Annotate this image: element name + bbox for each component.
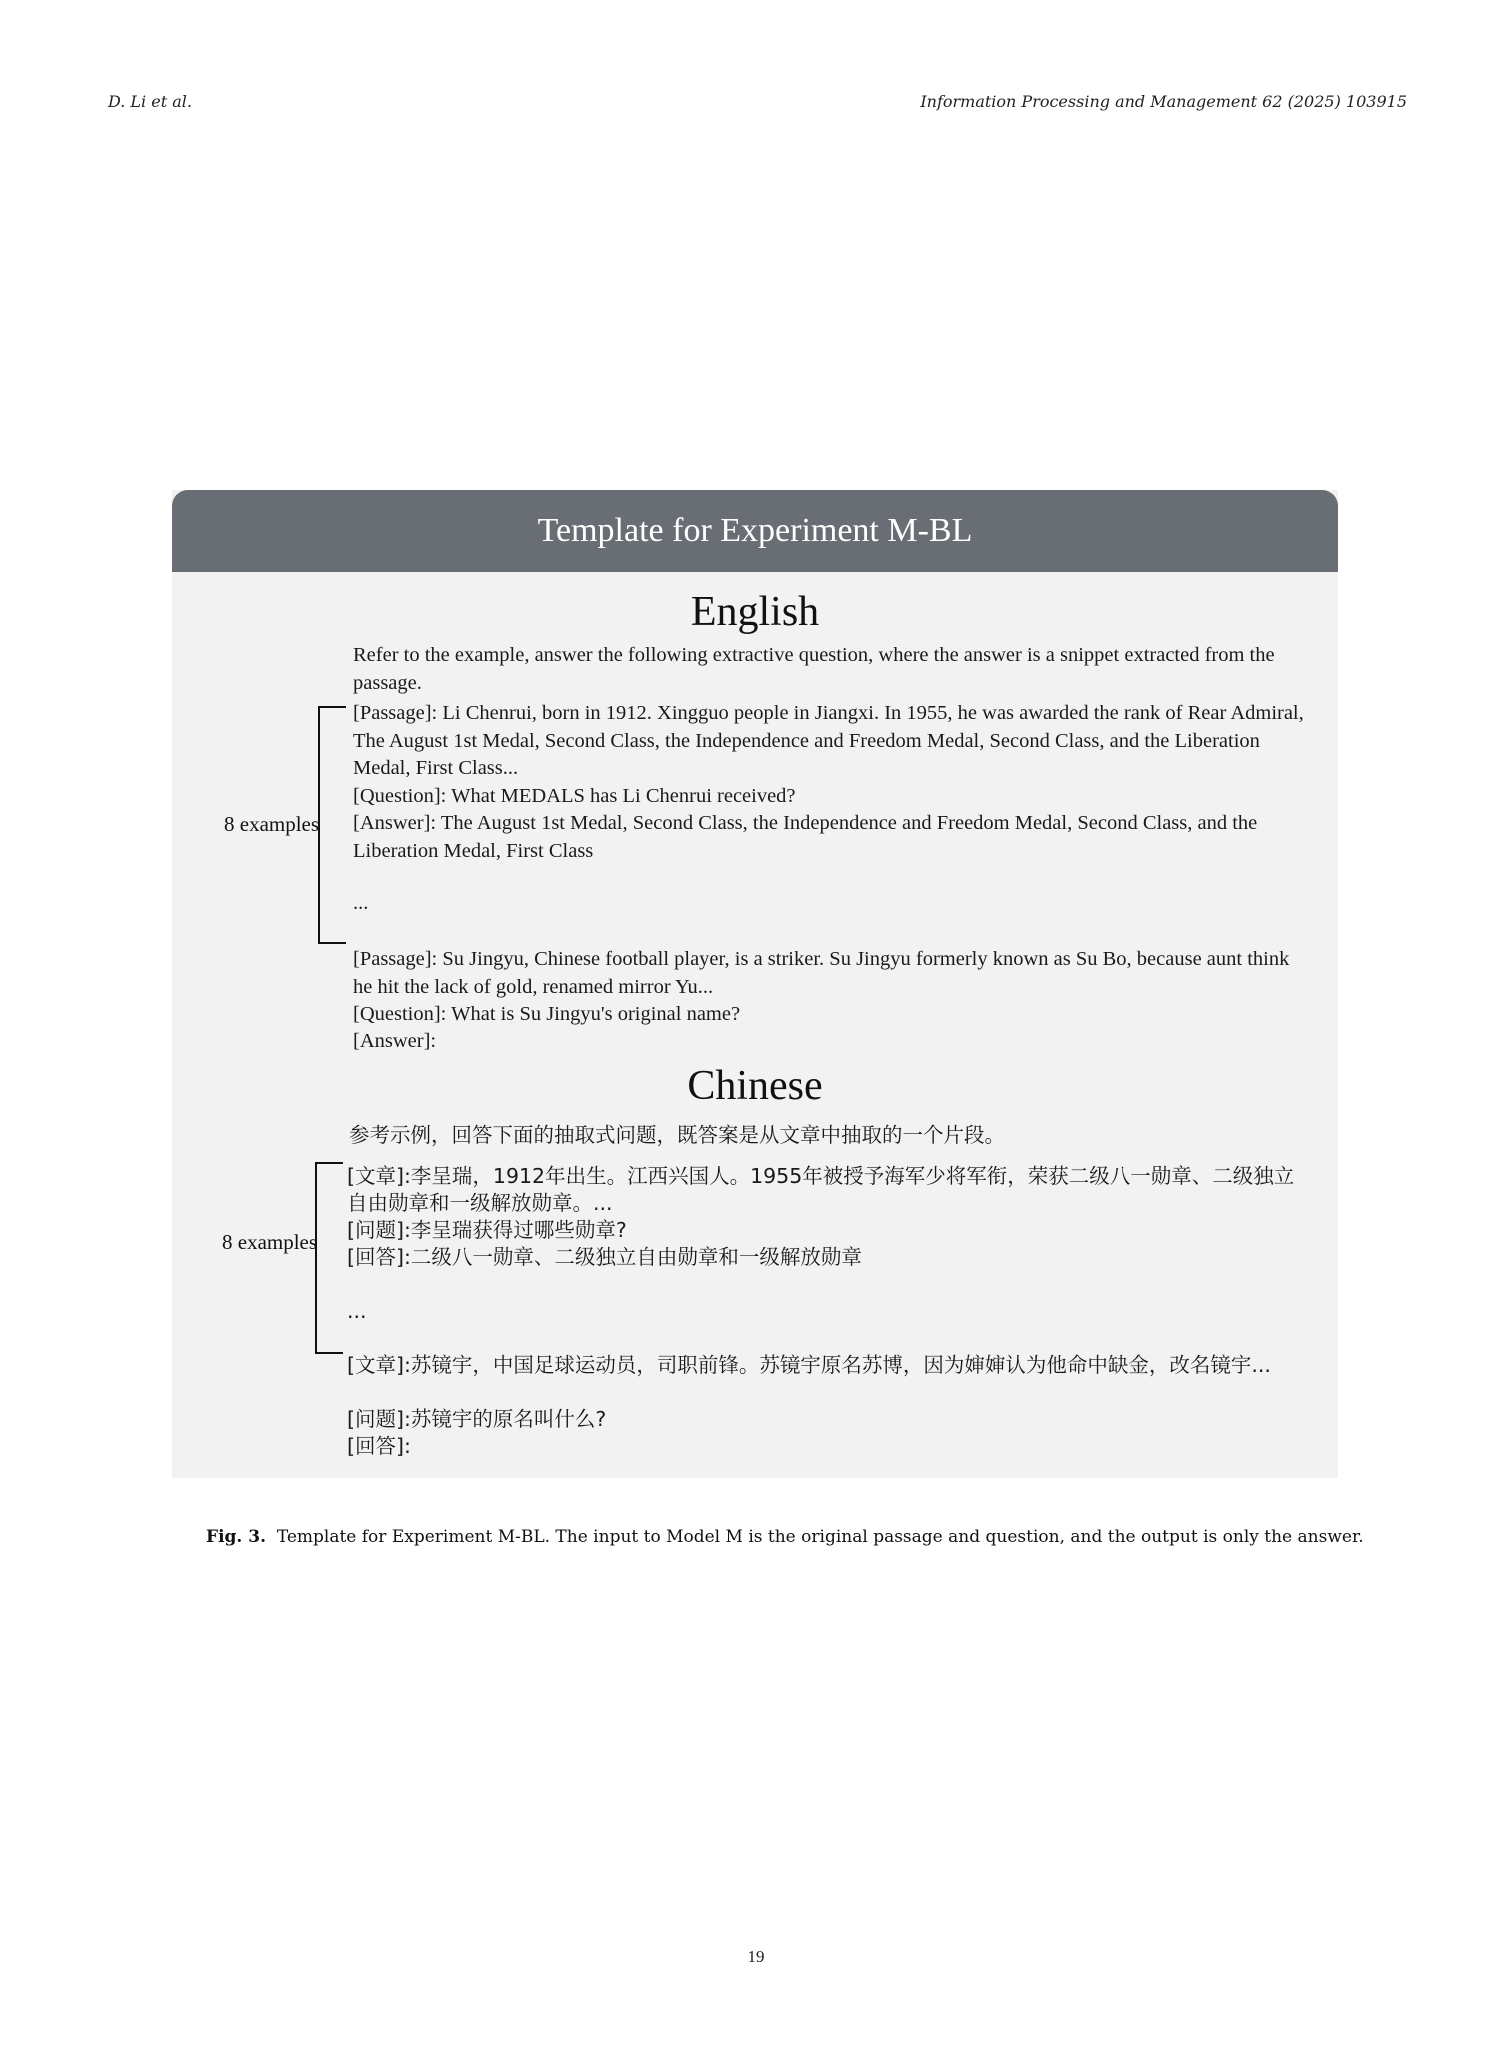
english-example-answer: [Answer]: The August 1st Medal, Second Class, the Independence and Freedom Medal, Second Class, and the Liberation Medal, First Class: [353, 812, 1258, 862]
english-example-question: [Question]: What MEDALS has Li Chenrui received?: [353, 785, 796, 807]
chinese-bracket-bottom: [315, 1352, 343, 1354]
running-head-journal: Information Processing and Management 62 (2025) 103915: [920, 92, 1407, 111]
chinese-example-question: [问题]:李呈瑞获得过哪些勋章?: [347, 1218, 627, 1242]
english-instruction: Refer to the example, answer the following extractive question, where the answer is a snippet extracted from the passage.: [353, 644, 1275, 694]
chinese-examples-label: 8 examples: [222, 1230, 318, 1254]
english-bracket-bottom: [318, 942, 346, 944]
figure-caption: [206, 1527, 1364, 1547]
figure-template-box: [172, 490, 1338, 1478]
figure-title: Template for Experiment M-BL: [172, 490, 1338, 572]
english-ellipsis: ...: [353, 892, 369, 914]
chinese-query-answer: [回答]:: [347, 1434, 411, 1458]
chinese-heading: Chinese: [687, 1063, 823, 1109]
chinese-ellipsis: ...: [347, 1299, 367, 1323]
figure-caption-text: Template for Experiment M-BL. The input to Model M is the original passage and question, and the output is only the answer.: [276, 1527, 1364, 1547]
english-query-question: [Question]: What is Su Jingyu's original name?: [353, 1003, 741, 1025]
english-query-answer: [Answer]:: [353, 1030, 437, 1052]
figure-caption-label: Fig. 3.: [206, 1527, 266, 1547]
english-example-passage: [Passage]: Li Chenrui, born in 1912. Xingguo people in Jiangxi. In 1955, he was awarded the rank of Rear Admiral, The August 1st Medal, Second Class, the Independence and Freedom Medal, Second Class, and the Liberation Medal, First Class...: [353, 702, 1304, 779]
running-head-authors: D. Li et al.: [108, 92, 192, 111]
chinese-example-answer: [回答]:二级八一勋章、二级独立自由勋章和一级解放勋章: [347, 1245, 862, 1269]
english-query-passage: [Passage]: Su Jingyu, Chinese football player, is a striker. Su Jingyu formerly known as Su Bo, because aunt think he hit the lack of gold, renamed mirror Yu...: [353, 948, 1290, 998]
chinese-bracket-top: [315, 1162, 343, 1164]
english-examples-label: 8 examples: [224, 812, 320, 836]
english-bracket-top: [318, 706, 346, 708]
page-number: 19: [747, 1947, 765, 1966]
chinese-example-passage: [文章]:李呈瑞，1912年出生。江西兴国人。1955年被授予海军少将军衔，荣获二级八一勋章、二级独立自由勋章和一级解放勋章。...: [347, 1164, 1295, 1215]
chinese-instruction: 参考示例，回答下面的抽取式问题，既答案是从文章中抽取的一个片段。: [349, 1123, 1005, 1147]
chinese-query-passage: [文章]:苏镜宇，中国足球运动员，司职前锋。苏镜宇原名苏博，因为婶婶认为他命中缺金，改名镜宇...: [347, 1353, 1271, 1377]
chinese-query-question: [问题]:苏镜宇的原名叫什么?: [347, 1407, 607, 1431]
english-heading: English: [690, 589, 820, 635]
chinese-bracket-vertical: [315, 1162, 317, 1354]
